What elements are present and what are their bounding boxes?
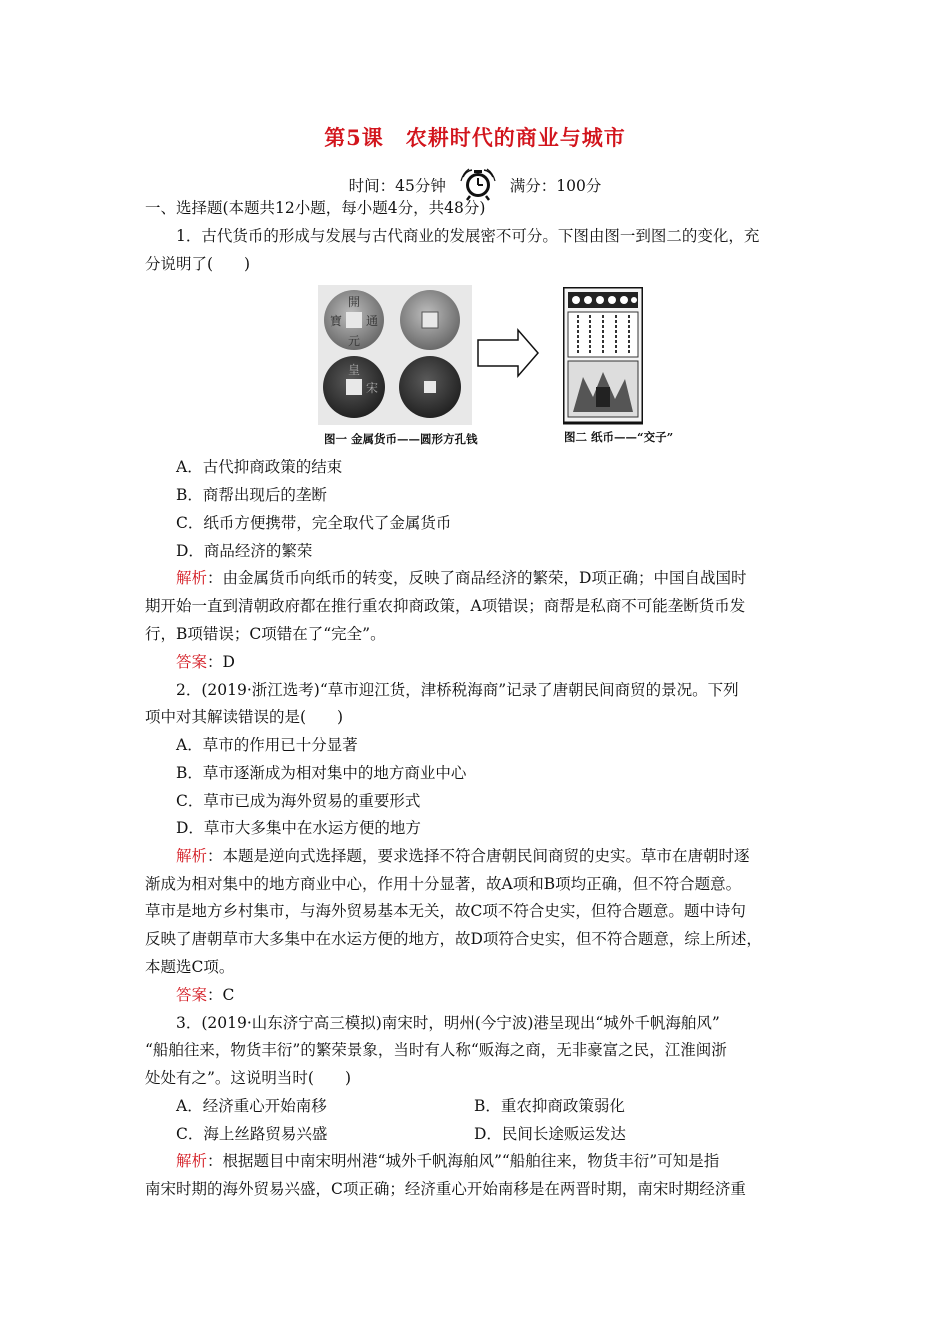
q1-option-b: B．商帮出现后的垄断 — [176, 486, 327, 504]
analysis-label: 解析 — [176, 847, 208, 865]
q1-analysis-line3: 行，B项错误；C项错在了“完全”。 — [145, 625, 386, 643]
alarm-clock-icon — [459, 168, 497, 202]
q3-stem-line1: 3．(2019·山东济宁高三模拟)南宋时，明州(今宁波)港呈现出“城外千帆海舶风” — [176, 1014, 720, 1032]
answer-label: 答案 — [176, 986, 208, 1004]
analysis-label: 解析 — [176, 1152, 208, 1170]
svg-text:皇: 皇 — [347, 363, 361, 377]
q1-option-a: A．古代抑商政策的结束 — [176, 458, 343, 476]
q3-option-b: B．重农抑商政策弱化 — [474, 1097, 625, 1115]
q1-figure — [318, 285, 674, 450]
q1-analysis-line1: 解析：由金属货币向纸币的转变，反映了商品经济的繁荣，D项正确；中国自战国时 — [176, 569, 747, 587]
q2-analysis-line1: 解析：本题是逆向式选择题，要求选择不符合唐朝民间商贸的史实。草市在唐朝时逐 — [176, 847, 750, 865]
score-label: 满分：100分 — [509, 177, 602, 195]
analysis-label: 解析 — [176, 569, 208, 587]
answer-label: 答案 — [176, 653, 208, 671]
q2-option-c: C．草市已成为海外贸易的重要形式 — [176, 792, 421, 810]
section-heading: 一、选择题(本题共12小题，每小题4分，共48分) — [145, 199, 486, 217]
q1-stem-line1: 1．古代货币的形成与发展与古代商业的发展密不可分。下图由图一到图二的变化，充 — [176, 227, 760, 245]
q1-analysis-line2: 期开始一直到清朝政府都在推行重农抑商政策，A项错误；商帮是私商不可能垄断货币发 — [145, 597, 746, 615]
svg-text:寶: 寶 — [329, 314, 343, 328]
q2-analysis-line2: 渐成为相对集中的地方商业中心，作用十分显著，故A项和B项均正确，但不符合题意。 — [145, 875, 742, 893]
jiaozi-paper-money-image — [563, 287, 643, 427]
q3-stem-line2: “船舶往来，物货丰衍”的繁荣景象，当时有人称“贩海之商，无非豪富之民，江淮闽浙 — [145, 1041, 727, 1059]
q2-option-a: A．草市的作用已十分显著 — [176, 736, 358, 754]
q2-analysis-line4: 反映了唐朝草市大多集中在水运方便的地方，故D项符合史实，但不符合题意，综上所述， — [145, 930, 762, 948]
svg-text:宋: 宋 — [365, 381, 379, 395]
q3-option-c: C．海上丝路贸易兴盛 — [176, 1125, 328, 1143]
q2-option-d: D．草市大多集中在水运方便的地方 — [176, 819, 421, 837]
q3-analysis-line1: 解析：根据题目中南宋明州港“城外千帆海舶风”“船舶往来，物货丰衍”可知是指 — [176, 1152, 720, 1170]
q1-answer: 答案：D — [176, 653, 235, 671]
figure1-caption: 图一 金属货币——圆形方孔钱 — [324, 432, 478, 446]
q2-stem-line1: 2．(2019·浙江选考)“草市迎江货，津桥税海商”记录了唐朝民间商贸的景况。下列 — [176, 681, 739, 699]
q2-analysis-line5: 本题选C项。 — [145, 958, 235, 976]
svg-text:開: 開 — [347, 295, 361, 309]
q1-option-d: D．商品经济的繁荣 — [176, 542, 313, 560]
svg-text:通: 通 — [365, 314, 379, 328]
time-score-line — [0, 168, 950, 202]
q2-analysis-line3: 草市是地方乡村集市，与海外贸易基本无关，故C项不符合史实，但符合题意。题中诗句 — [145, 902, 746, 920]
q3-option-a: A．经济重心开始南移 — [176, 1097, 327, 1115]
q2-stem-line2: 项中对其解读错误的是( ) — [145, 708, 344, 726]
q3-analysis-line2: 南宋时期的海外贸易兴盛，C项正确；经济重心开始南移是在两晋时期，南宋时期经济重 — [145, 1180, 746, 1198]
q3-option-d: D．民间长途贩运发达 — [474, 1125, 626, 1143]
q1-option-c: C．纸币方便携带，完全取代了金属货币 — [176, 514, 452, 532]
time-label: 时间：45分钟 — [348, 177, 446, 195]
svg-text:元: 元 — [347, 334, 361, 348]
q1-stem-line2: 分说明了( ) — [145, 255, 251, 273]
q3-stem-line3: 处处有之”。这说明当时( ) — [145, 1069, 352, 1087]
q2-answer: 答案：C — [176, 986, 235, 1004]
lesson-title: 第5课 农耕时代的商业与城市 — [324, 125, 626, 150]
figure2-caption: 图二 纸币——“交子” — [564, 430, 674, 444]
q2-option-b: B．草市逐渐成为相对集中的地方商业中心 — [176, 764, 467, 782]
